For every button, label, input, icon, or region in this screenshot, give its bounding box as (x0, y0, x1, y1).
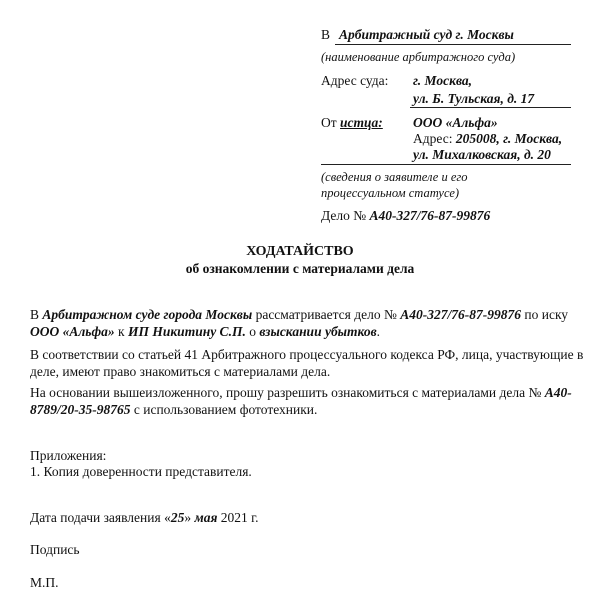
case-ref: А40-327/76-87-99876 (400, 307, 521, 322)
filing-date: Дата подачи заявления «25» мая 2021 г. (30, 510, 259, 525)
signature-label: Подпись (30, 542, 80, 557)
applicant-caption-line1: (сведения о заявителе и его (321, 170, 468, 184)
from-prefix: От (321, 115, 337, 130)
court-name: Арбитражный суд г. Москвы (339, 27, 514, 42)
plaintiff-underline (321, 164, 571, 165)
court-caption: (наименование арбитражного суда) (321, 50, 516, 64)
attachments-label: Приложения: (30, 448, 107, 463)
attachment-item: 1. Копия доверенности представителя. (30, 464, 252, 479)
court-ref: Арбитражном суде города Москвы (42, 307, 253, 322)
seal-label: М.П. (30, 575, 59, 590)
plaintiff-name: ООО «Альфа» (413, 115, 498, 130)
plaintiff-address (413, 131, 562, 147)
plaintiff-address-label: Адрес: (413, 131, 453, 146)
court-name-underline (335, 44, 571, 45)
document-subtitle: об ознакомлении с материалами дела (185, 261, 415, 276)
plaintiff-ref: ООО «Альфа» (30, 324, 115, 339)
date-day: 25 (170, 510, 185, 525)
case-label: Дело № (321, 208, 367, 223)
court-to-prefix: В (321, 27, 331, 42)
case-number-line (321, 208, 490, 224)
plaintiff-address-line2: ул. Михалковская, д. 20 (413, 147, 551, 162)
document-title: ХОДАТАЙСТВО (246, 244, 354, 259)
applicant-caption-line2: процессуальном статусе) (321, 186, 460, 200)
from-role: истца: (340, 115, 383, 130)
plaintiff-address-line1: 205008, г. Москва, (455, 131, 563, 146)
request-case-ref: А40-8789/20-35-98765 (30, 385, 572, 417)
paragraph-request: На основании вышеизложенного, прошу разрешить ознакомиться с материалами дела № А40-8789/20-35-98765 с использованием фототехники. (30, 385, 572, 417)
paragraph-legal-basis: В соответствии со статьей 41 Арбитражного процессуального кодекса РФ, лица, участвующие в деле, имеют право знакомиться с материалами дела. (30, 347, 584, 379)
case-number: А40-327/76-87-99876 (369, 208, 491, 223)
court-address-line2: ул. Б. Тульская, д. 17 (413, 91, 535, 106)
court-address-underline (410, 107, 571, 108)
date-month: мая (194, 510, 218, 525)
paragraph-case-info: В Арбитражном суде города Москвы рассматривается дело № А40-327/76-87-99876 по иску ООО «Альфа» к ИП Никитину С.П. о взыскании убытков. (30, 307, 569, 339)
claim-subject: взыскании убытков (259, 324, 377, 339)
defendant-ref: ИП Никитину С.П. (127, 324, 246, 339)
court-address-line1: г. Москва, (413, 73, 473, 88)
from-label (321, 115, 383, 131)
court-address-label: Адрес суда: (321, 73, 389, 88)
